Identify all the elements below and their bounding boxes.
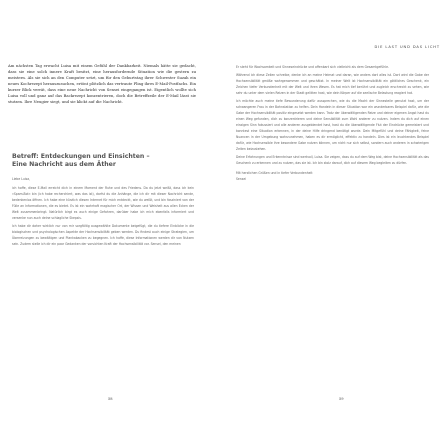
- letter-closing: Mit herzlichen Grüßen und in tiefer Verbundenheit: [236, 171, 313, 175]
- right-paragraph-2: Während ich diese Zeilen schreibe, denke ich an meine Heimat und daran, wie anders dort alles ist. Dort wird die Gabe der Hochsensibilität gmöße wahrgenommen und geschätzt. In meiner Welt ist Hochsensibilität ein göttliches Geschenk, ein Zeichen tiefer Verbundenheit mit der Welt und ihren Wesen. Es hat mich tief berührt und zugleich erschreckt zu sehen, wie sehr du unter dem vielen Reizen in der Stadt gelitten hast, wie dein Körper auf die seelische Belastung reagiert hat.: [236, 73, 429, 95]
- letter-paragraph-2: Ich habe dir daher wirklich nur von mir sorgfältig ausgewählte Dokumente beigefügt, die du tiefere Einblicke in die biologischen und psychologischen Aspekte der Hochsensibilität geben werden. Du findest auch einige Strategien, um Überreizungen zu bewältigen und Plankabacken zu begegnen. Ich hoffe, diese Informationen werden dir von Nutzen sein. Zudem stelle ich dir ein paar Gedanken der vorsichten Kraft der Hochsensibilität vor. Sensei, den meinen: [12, 224, 194, 246]
- right-page-text: [236, 64, 429, 182]
- letter-title-line-2: Eine Nachricht aus dem Äther: [12, 161, 116, 169]
- right-page: [223, 0, 446, 446]
- letter-title-line-1: Betreff: Entdeckungen und Einsichten –: [12, 153, 150, 160]
- right-paragraph-4: Deine Erfahrungen und Erkenntnisse sind wertvoll, Luisa. Sie zeigen, dass du auf dem Weg bist, deine Hochsensibilität als das Geschenk zu erkennen und zu nutzen, das sie ist. Ich bin stolz darauf, dich auf diesem Weg begleiten zu dürfen.: [236, 155, 429, 165]
- running-header: DIE LAST UND DAS LICHT: [374, 45, 440, 49]
- letter-title: [12, 153, 196, 170]
- letter-greeting: Liebe Luisa,: [12, 177, 31, 181]
- page-number-right: 59: [339, 397, 344, 401]
- intro-paragraph: Am nächsten Tag erwacht Luisa mit einem Gefühl der Dankbarkeit. Niemals hätte sie gedacht, dass sie eine solch innere Kraft besitzt, eine herausfordernde Situation wie die gestern zu meistern. Als sie sich an den Computer setzt, um für den Geburtstag ihrer Schwester Suzah ein neues Kochrezept herauszusuchen, ertönt plötzlich das vertraute Pling ihres E-Mail-Postfachs. Ein kurzer Blick verrät, dass eine neue Nachricht von Sensei eingegangen ist. Eigentlich wollte sich Luisa voll und ganz auf das Backrezept konzentrieren, doch die Betreffzeile der E-Mail lässt sie stutzen. Ihre Neugier siegt, und sie klickt auf die Nachricht.: [8, 64, 196, 104]
- letter-paragraph-1: ich hoffe, diese E-Mail erreicht dich in einem Moment der Ruhe und des Friedens. Da du jetzt weißt, dass ich kein »Spam-Bot« bin (ich habe recherchiert, was das ist), darfst du die Anhänge, die ich dir mit dieser Nachricht sende, bedenkenlos öffnen. Ich habe eine kürzlich diesen Internet für mich entdeckt, wie du weißt, und bin fasziniert von der Fülle an Informationen, die es bietet. Es ist ein wahrhaft magischer Ort, der Wissen und Weisheit aus allen Ecken der Welt zusammenbringt. Natürlich birgt es auch einige Gefahren, darüber habe ich mich ebenfalls informiert und versenke nun auch deine schlagliche Skepsis.: [12, 186, 194, 220]
- letter-body: [12, 176, 194, 249]
- right-paragraph-1: Er steht für Wachsamkeit und Sinneseindrücke und offenbart sich vielleicht als dem Gesamtgefühle.: [236, 65, 389, 69]
- letter-signature: Sensei: [236, 177, 247, 181]
- page-number-left: 58: [108, 397, 113, 401]
- right-paragraph-3: Ich möchte auch meine tiefe Bewunderung dafür aussprechen, wie du die Macht der Sinnesteile genutzt hast, um der schwangeren Frau in der Bahnstation zu helfen. Dein Handeln in dieser Situation war ein wunderbares Beispiel dafür, wie die Gabe der Hochsensibilität positiv eingesetzt werden kann. Trotz der überwältigenden Reize und deiner eigenen Angst hast du einen Weg gefunden, dich zu konzentrieren und deine Sensibilität zum Wohl anderer zu nutzen. Indem du dich auf einen einzigen Sinn fokussiert und alle anderen ausgeblendet hast, hast du die überwältigende Flut der Eindrücke gemeistert und konntest eine Situation erkennen, in der deine Hilfe dringend benötigt wurde. Dein Mitgefühl und deine Fähigkeit, feine Nuancen in der Umgebung wahrzunehmen, haben es dir ermöglicht, effektiv zu handeln. Dies ist ein leuchtendes Beispiel dafür, wie Hochsensible ihre besondere Gabe nutzen können, um nicht nur sich selbst, sondern auch anderen in schwierigen Zeiten beizustehen.: [236, 99, 429, 151]
